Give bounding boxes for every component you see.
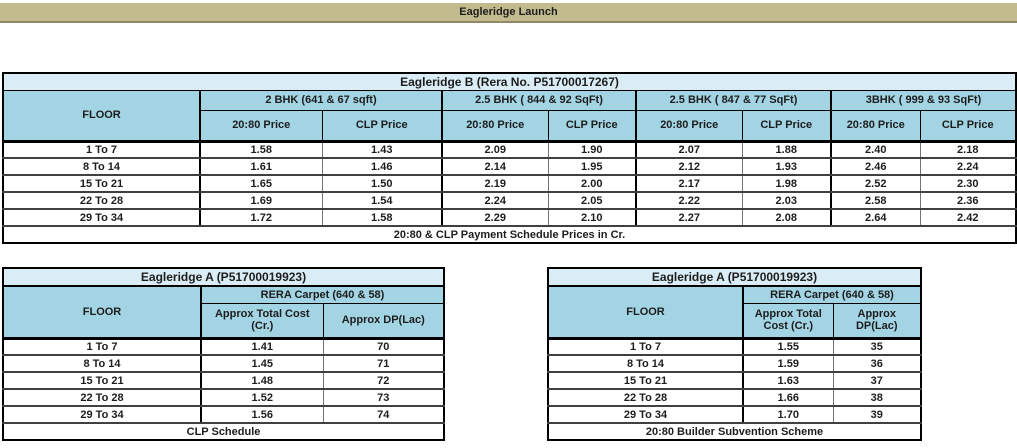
dp-cell: 73 (323, 389, 444, 406)
floor-cell: 8 To 14 (3, 158, 200, 175)
floor-cell: 1 To 7 (3, 338, 201, 355)
price-cell: 1.69 (200, 192, 322, 209)
table-footer-row (548, 423, 921, 440)
cost-cell: 1.56 (201, 406, 323, 423)
eagleridge-a-clp-table (2, 267, 445, 441)
floor-cell: 1 To 7 (3, 141, 200, 158)
table-b-title: Eagleridge B (Rera No. P51700017267) (3, 73, 1016, 90)
price-cell: 2.24 (442, 192, 548, 209)
floor-cell: 29 To 34 (3, 209, 200, 226)
approx-dp-header: Approx DP(Lac) (323, 303, 444, 338)
price-cell: 2.46 (831, 158, 920, 175)
price-cell: 1.46 (322, 158, 442, 175)
price-cell: 1.43 (322, 141, 442, 158)
price-header-clp: CLP Price (742, 110, 831, 141)
price-cell: 2.29 (442, 209, 548, 226)
price-header-2080: 20:80 Price (831, 110, 920, 141)
table-row (3, 406, 444, 423)
group-header-2bhk: 2 BHK (641 & 67 sqft) (200, 90, 442, 110)
price-header-2080: 20:80 Price (636, 110, 742, 141)
floor-header: FLOOR (548, 286, 743, 338)
price-cell: 2.19 (442, 175, 548, 192)
floor-cell: 1 To 7 (548, 338, 743, 355)
price-cell: 2.12 (636, 158, 742, 175)
table-row (3, 141, 1016, 158)
table-row (3, 338, 444, 355)
floor-header: FLOOR (3, 90, 200, 141)
table-b-footer-note: 20:80 & CLP Payment Schedule Prices in Cr. (3, 226, 1016, 243)
price-cell: 2.05 (548, 192, 636, 209)
table-row (548, 406, 921, 423)
launch-banner (0, 3, 1017, 23)
price-cell: 2.18 (920, 141, 1016, 158)
floor-cell: 22 To 28 (548, 389, 743, 406)
floor-header: FLOOR (3, 286, 201, 338)
eagleridge-b-table (2, 72, 1017, 244)
price-cell: 2.22 (636, 192, 742, 209)
dp-cell: 74 (323, 406, 444, 423)
floor-cell: 22 To 28 (3, 389, 201, 406)
price-cell: 2.09 (442, 141, 548, 158)
approx-total-cost-header: Approx Total Cost (Cr.) (743, 303, 833, 338)
price-cell: 1.88 (742, 141, 831, 158)
floor-cell: 8 To 14 (548, 355, 743, 372)
price-cell: 2.64 (831, 209, 920, 226)
table-row (548, 372, 921, 389)
dp-cell: 70 (323, 338, 444, 355)
cost-cell: 1.45 (201, 355, 323, 372)
table-row (3, 372, 444, 389)
table-row (548, 355, 921, 372)
price-cell: 2.08 (742, 209, 831, 226)
table-title-row (3, 268, 444, 286)
price-header-2080: 20:80 Price (200, 110, 322, 141)
cost-cell: 1.70 (743, 406, 833, 423)
price-cell: 1.72 (200, 209, 322, 226)
table-row (3, 175, 1016, 192)
table-a-clp-title: Eagleridge A (P51700019923) (3, 268, 444, 286)
price-cell: 1.61 (200, 158, 322, 175)
price-cell: 2.10 (548, 209, 636, 226)
group-header-row (3, 90, 1016, 110)
dp-cell: 38 (833, 389, 921, 406)
price-cell: 1.95 (548, 158, 636, 175)
floor-cell: 15 To 21 (548, 372, 743, 389)
price-cell: 1.98 (742, 175, 831, 192)
cost-cell: 1.59 (743, 355, 833, 372)
price-cell: 1.93 (742, 158, 831, 175)
price-cell: 2.52 (831, 175, 920, 192)
approx-total-cost-header: Approx Total Cost (Cr.) (201, 303, 323, 338)
floor-cell: 29 To 34 (548, 406, 743, 423)
cost-cell: 1.66 (743, 389, 833, 406)
floor-cell: 8 To 14 (3, 355, 201, 372)
price-cell: 1.65 (200, 175, 322, 192)
price-cell: 2.14 (442, 158, 548, 175)
group-header-3bhk: 3BHK ( 999 & 93 SqFt) (831, 90, 1016, 110)
rera-carpet-header: RERA Carpet (640 & 58) (201, 286, 444, 303)
price-cell: 2.36 (920, 192, 1016, 209)
price-cell: 2.00 (548, 175, 636, 192)
price-header-clp: CLP Price (548, 110, 636, 141)
group-header-row (548, 286, 921, 303)
price-cell: 2.30 (920, 175, 1016, 192)
table-a-2080-title: Eagleridge A (P51700019923) (548, 268, 921, 286)
price-cell: 1.58 (200, 141, 322, 158)
approx-dp-header: Approx DP(Lac) (833, 303, 921, 338)
rera-carpet-header: RERA Carpet (640 & 58) (743, 286, 921, 303)
price-cell: 2.40 (831, 141, 920, 158)
clp-schedule-label: CLP Schedule (3, 423, 444, 440)
dp-cell: 35 (833, 338, 921, 355)
floor-cell: 15 To 21 (3, 175, 200, 192)
table-title-row (548, 268, 921, 286)
table-footer-row (3, 423, 444, 440)
table-row (3, 209, 1016, 226)
price-cell: 1.58 (322, 209, 442, 226)
cost-cell: 1.52 (201, 389, 323, 406)
price-header-2080: 20:80 Price (442, 110, 548, 141)
table-row (3, 158, 1016, 175)
dp-cell: 36 (833, 355, 921, 372)
floor-cell: 15 To 21 (3, 372, 201, 389)
cost-cell: 1.55 (743, 338, 833, 355)
price-cell: 2.17 (636, 175, 742, 192)
cost-cell: 1.48 (201, 372, 323, 389)
dp-cell: 71 (323, 355, 444, 372)
cost-cell: 1.63 (743, 372, 833, 389)
table-footer-row (3, 226, 1016, 243)
price-cell: 2.03 (742, 192, 831, 209)
price-cell: 2.07 (636, 141, 742, 158)
table-row (548, 338, 921, 355)
group-header-row (3, 286, 444, 303)
price-cell: 2.27 (636, 209, 742, 226)
eagleridge-a-2080-table (547, 267, 922, 441)
price-cell: 1.54 (322, 192, 442, 209)
price-header-clp: CLP Price (920, 110, 1016, 141)
cost-cell: 1.41 (201, 338, 323, 355)
group-header-2-5bhk-844: 2.5 BHK ( 844 & 92 SqFt) (442, 90, 636, 110)
price-header-clp: CLP Price (322, 110, 442, 141)
price-cell: 1.50 (322, 175, 442, 192)
price-cell: 2.42 (920, 209, 1016, 226)
table-row (3, 389, 444, 406)
banner-title: Eagleridge Launch (459, 6, 558, 18)
builder-subvention-label: 20:80 Builder Subvention Scheme (548, 423, 921, 440)
dp-cell: 72 (323, 372, 444, 389)
dp-cell: 37 (833, 372, 921, 389)
floor-cell: 29 To 34 (3, 406, 201, 423)
floor-cell: 22 To 28 (3, 192, 200, 209)
dp-cell: 39 (833, 406, 921, 423)
table-row (3, 192, 1016, 209)
group-header-2-5bhk-847: 2.5 BHK ( 847 & 77 SqFt) (636, 90, 831, 110)
price-cell: 2.24 (920, 158, 1016, 175)
table-title-row (3, 73, 1016, 90)
table-row (548, 389, 921, 406)
price-cell: 2.58 (831, 192, 920, 209)
table-row (3, 355, 444, 372)
price-cell: 1.90 (548, 141, 636, 158)
